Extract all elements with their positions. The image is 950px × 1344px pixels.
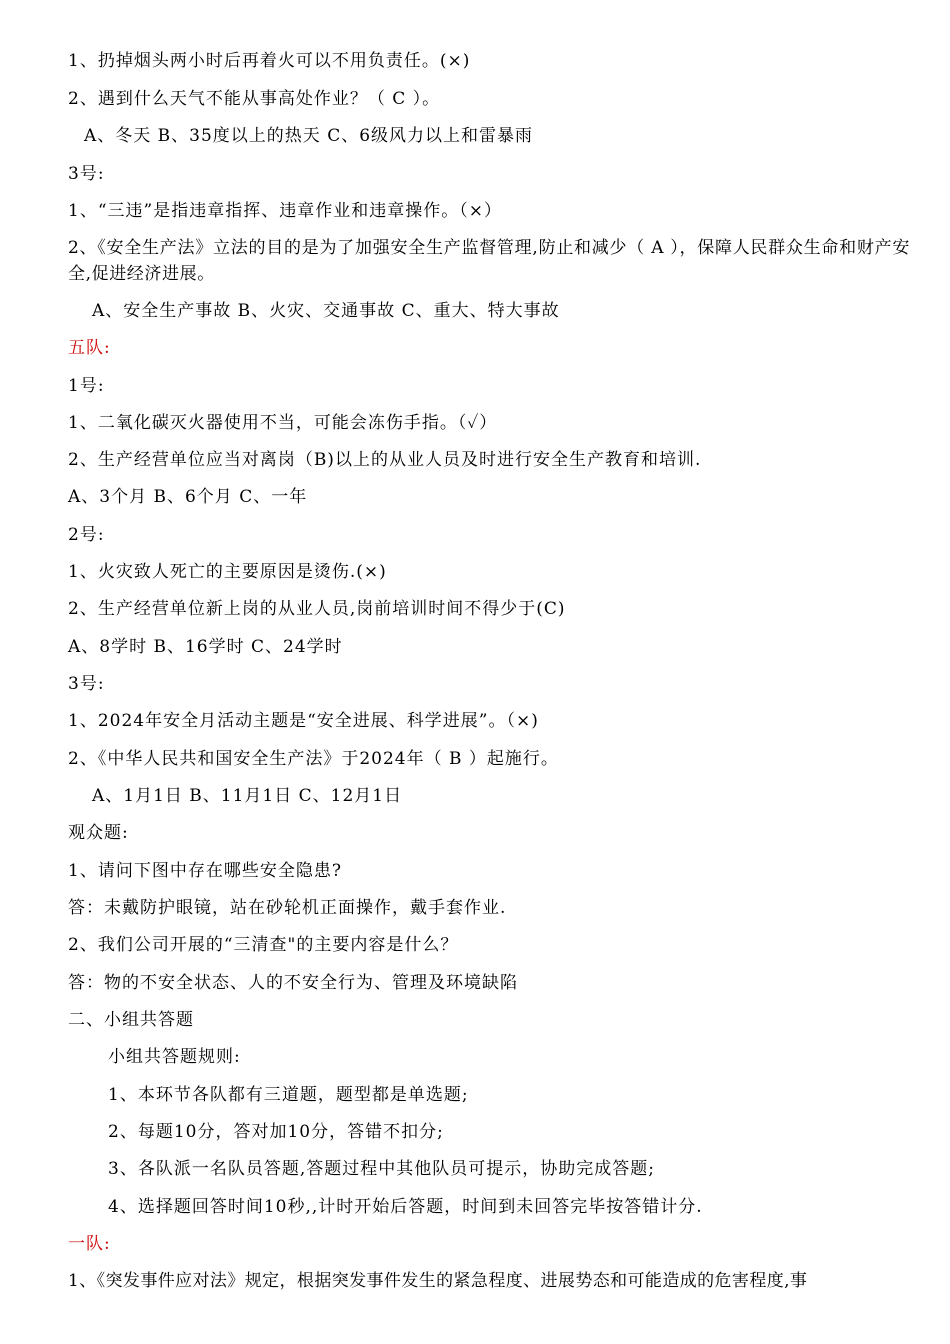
rule-item: 3、各队派一名队员答题,答题过程中其他队员可提示，协助完成答题; [108,1159,655,1179]
question-line: 1、二氧化碳灭火器使用不当，可能会冻伤手指。（✓） [68,413,498,433]
question-line: 1、扔掉烟头两小时后再着火可以不用负责任。(×) [68,51,471,71]
option-line: A、1月1日 B、11月1日 C、12月1日 [92,786,403,806]
question-line: 2、生产经营单位应当对离岗（B)以上的从业人员及时进行安全生产教育和培训. [68,450,702,470]
section-label: 观众题: [68,823,129,843]
question-line: 1、火灾致人死亡的主要原因是烫伤.(×) [68,562,387,582]
question-line: 1、“三违”是指违章指挥、违章作业和违章操作。（×） [68,201,502,221]
question-line: 2、《安全生产法》立法的目的是为了加强安全生产监督管理,防止和减少（ A ），保障人民群众生命和财产安全,促进经济进展。 [68,238,910,284]
team-heading: 一队: [68,1234,111,1254]
question-line: 2、遇到什么天气不能从事高处作业？（ C ）。 [68,89,441,109]
answer-line: 答：物的不安全状态、人的不安全行为、管理及环境缺陷 [68,973,518,993]
rules-title: 小组共答题规则: [108,1047,241,1067]
answer-line: 答：未戴防护眼镜，站在砂轮机正面操作，戴手套作业. [68,898,507,918]
question-line: 1、请问下图中存在哪些安全隐患? [68,861,342,881]
member-number: 3号: [68,164,105,184]
rule-item: 4、选择题回答时间10秒,,计时开始后答题，时间到未回答完毕按答错计分. [108,1197,703,1217]
option-line: A、安全生产事故 B、火灾、交通事故 C、重大、特大事故 [92,301,560,321]
question-line: 2、我们公司开展的“三清查"的主要内容是什么？ [68,935,459,955]
option-line: A、8学时 B、16学时 C、24学时 [68,637,343,657]
section-heading: 二、小组共答题 [68,1010,194,1030]
member-number: 3号: [68,674,105,694]
member-number: 1号: [68,376,105,396]
rule-item: 2、每题10分，答对加10分，答错不扣分; [108,1122,444,1142]
question-line: 2、《中华人民共和国安全生产法》于2024年（ B ）起施行。 [68,749,559,769]
question-line: 1、2024年安全月活动主题是“安全进展、科学进展”。（×) [68,711,539,731]
option-line: A、冬天 B、35度以上的热天 C、6级风力以上和雷暴雨 [84,126,534,146]
option-line: A、3个月 B、6个月 C、一年 [68,487,308,507]
team-heading: 五队: [68,338,111,358]
rule-item: 1、本环节各队都有三道题，题型都是单选题; [108,1085,469,1105]
question-line: 1、《突发事件应对法》规定，根据突发事件发生的紧急程度、进展势态和可能造成的危害程度,事 [68,1271,808,1291]
member-number: 2号: [68,525,105,545]
question-line: 2、生产经营单位新上岗的从业人员,岗前培训时间不得少于(C) [68,599,566,619]
